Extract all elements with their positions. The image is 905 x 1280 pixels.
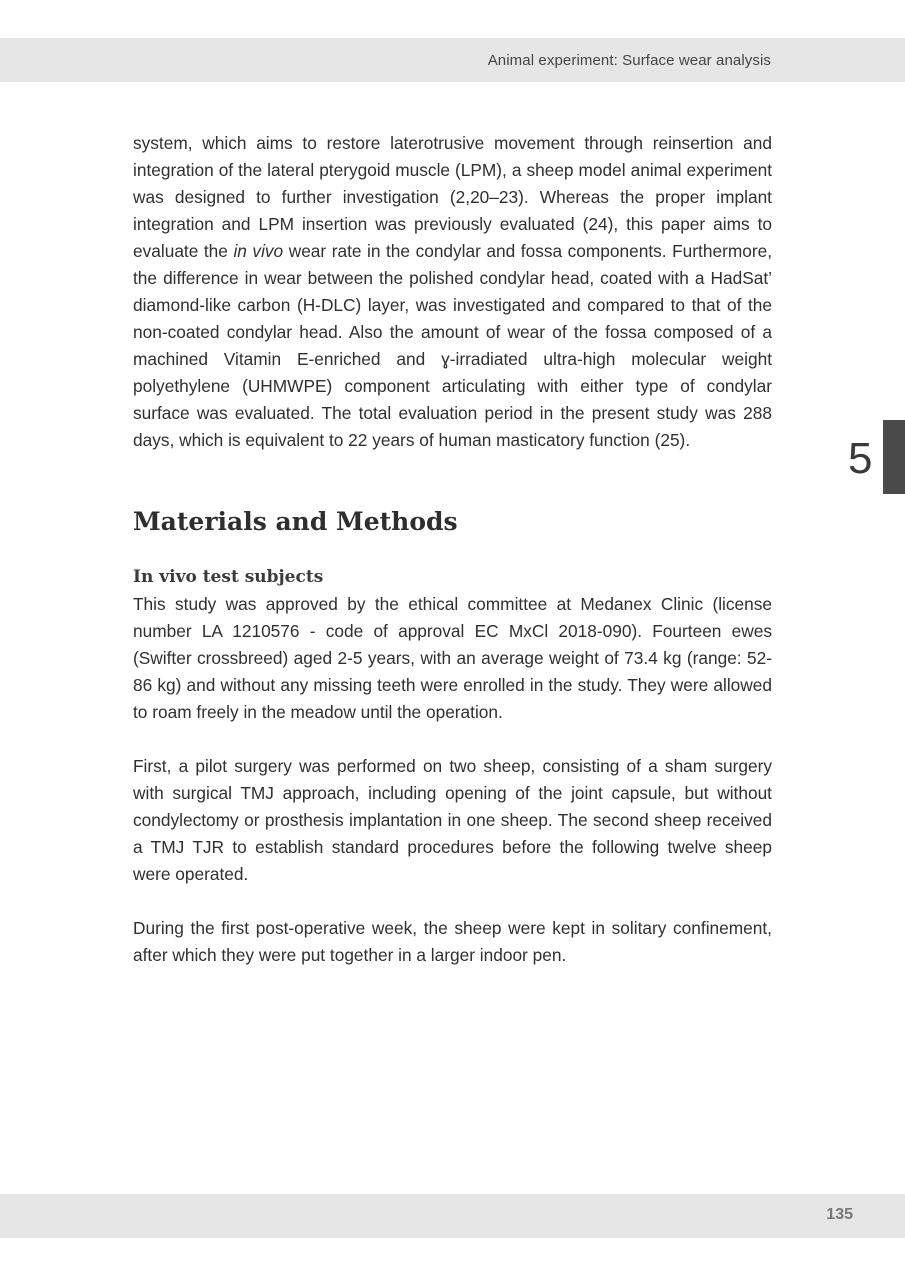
page-header xyxy=(0,38,905,82)
chapter-tab-marker xyxy=(883,420,905,494)
page-footer xyxy=(0,1194,905,1238)
page-number: 135 xyxy=(826,1206,853,1223)
body-paragraph-3: During the first post-operative week, the sheep were kept in solitary confinement, after which they were put together in a larger indoor pen. xyxy=(133,918,772,965)
body-paragraph-2: First, a pilot surgery was performed on two sheep, consisting of a sham surgery with surgical TMJ approach, including opening of the joint capsule, but without condylectomy or prosthesis implantation in one sheep. The second sheep received a TMJ TJR to establish standard procedures before the following twelve sheep were operated. xyxy=(133,756,772,884)
section-heading: Materials and Methods xyxy=(133,507,458,536)
intro-text-end: wear rate in the condylar and fossa components. Furthermore, the difference in wear between the polished condylar head, coated with a HadSat’ diamond-like carbon (H-DLC) layer, was investigated and compared to that of the non-coated condylar head. Also the amount of wear of the fossa composed of a machined Vitamin E-enriched and ɣ-irradiated ultra-high molecular weight polyethylene (UHMWPE) component articulating with either type of condylar surface was evaluated. The total evaluation period in the present study was 288 days, which is equivalent to 22 years of human masticatory function (25). xyxy=(133,241,773,450)
chapter-number: 5 xyxy=(848,434,873,483)
intro-text-start: system, which aims to restore laterotrusive movement through reinsertion and integration of the lateral pterygoid muscle (LPM), a sheep model animal experiment was designed to further investigation (2,20–23). Whereas the proper implant integration and LPM insertion was previously evaluated (24), this paper aims to evaluate the xyxy=(133,133,772,261)
intro-italic-term: in vivo xyxy=(233,241,284,261)
page-body xyxy=(133,130,772,969)
intro-paragraph xyxy=(133,130,772,454)
body-paragraph-1: This study was approved by the ethical committee at Medanex Clinic (license number LA 1210576 - code of approval EC MxCl 2018-090). Fourteen ewes (Swifter crossbreed) aged 2-5 years, with an average weight of 73.4 kg (range: 52-86 kg) and without any missing teeth were enrolled in the study. They were allowed to roam freely in the meadow until the operation. xyxy=(133,594,772,722)
subsection-heading: In vivo test subjects xyxy=(133,567,324,587)
running-title: Animal experiment: Surface wear analysis xyxy=(487,52,771,69)
